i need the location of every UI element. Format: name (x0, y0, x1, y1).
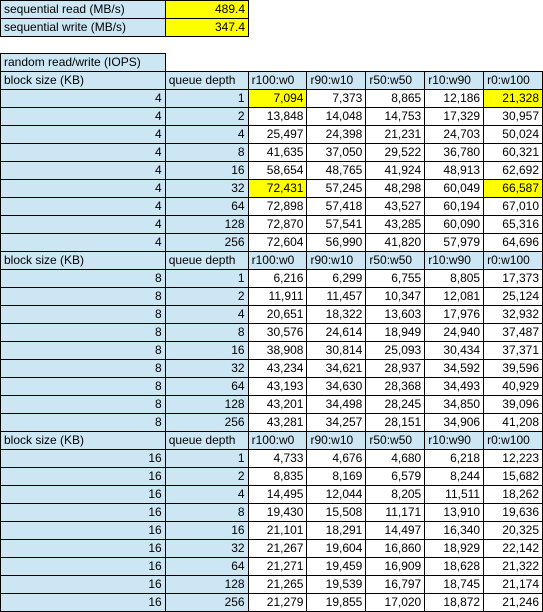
header-row (1, 432, 543, 450)
column-header-cell[interactable]: r90:w10 (307, 432, 366, 450)
block-size-cell[interactable]: 4 (1, 216, 166, 234)
column-header-cell[interactable]: r0:w100 (484, 432, 543, 450)
queue-depth-cell[interactable]: 16 (165, 522, 248, 540)
table-row (1, 576, 543, 594)
iops-value-cell[interactable]: 16,797 (366, 576, 425, 594)
empty-cell (484, 54, 543, 72)
iops-value-cell[interactable]: 34,257 (307, 414, 366, 432)
iops-value-cell[interactable]: 24,940 (425, 324, 484, 342)
iops-value-cell[interactable]: 48,913 (425, 162, 484, 180)
block-size-cell[interactable]: 16 (1, 594, 166, 612)
iops-value-cell[interactable]: 19,855 (307, 594, 366, 612)
iops-value-cell[interactable]: 12,223 (484, 450, 543, 468)
table-row (1, 126, 543, 144)
iops-value-cell[interactable]: 19,459 (307, 558, 366, 576)
table-row (1, 144, 543, 162)
column-header-cell[interactable]: r90:w10 (307, 72, 366, 90)
empty-cell (307, 54, 366, 72)
iops-value-cell[interactable]: 25,497 (248, 126, 307, 144)
iops-value-cell[interactable]: 34,630 (307, 378, 366, 396)
iops-value-cell[interactable]: 60,090 (425, 216, 484, 234)
iops-value-cell[interactable]: 65,316 (484, 216, 543, 234)
queue-depth-cell[interactable]: 256 (165, 594, 248, 612)
iops-value-cell[interactable]: 10,347 (366, 288, 425, 306)
sequential-value-cell[interactable]: 347.4 (166, 19, 249, 37)
iops-value-cell[interactable]: 18,262 (484, 486, 543, 504)
iops-value-cell[interactable]: 11,171 (366, 504, 425, 522)
iops-value-cell[interactable]: 14,753 (366, 108, 425, 126)
iops-value-cell[interactable]: 60,194 (425, 198, 484, 216)
block-size-cell[interactable]: 16 (1, 450, 166, 468)
queue-depth-cell[interactable]: 64 (165, 198, 248, 216)
queue-depth-cell[interactable]: 2 (165, 108, 248, 126)
iops-value-cell[interactable]: 24,703 (425, 126, 484, 144)
block-size-cell[interactable]: 8 (1, 414, 166, 432)
iops-value-cell[interactable]: 34,498 (307, 396, 366, 414)
table-row (1, 504, 543, 522)
column-header-cell[interactable]: r100:w0 (248, 72, 307, 90)
table-row (1, 486, 543, 504)
iops-value-cell[interactable]: 25,093 (366, 342, 425, 360)
iops-value-cell[interactable]: 24,614 (307, 324, 366, 342)
iops-value-cell[interactable]: 19,636 (484, 504, 543, 522)
iops-value-cell[interactable]: 21,101 (248, 522, 307, 540)
queue-depth-cell[interactable]: 256 (165, 414, 248, 432)
iops-value-cell[interactable]: 57,541 (307, 216, 366, 234)
iops-value-cell[interactable]: 58,654 (248, 162, 307, 180)
queue-depth-cell[interactable]: 4 (165, 486, 248, 504)
column-header-cell[interactable]: r50:w50 (366, 252, 425, 270)
queue-depth-cell[interactable]: 128 (165, 216, 248, 234)
table-row (1, 288, 543, 306)
iops-value-cell[interactable]: 39,096 (484, 396, 543, 414)
iops-value-cell[interactable]: 34,906 (425, 414, 484, 432)
queue-depth-cell[interactable]: 32 (165, 180, 248, 198)
column-header-cell[interactable]: r50:w50 (366, 72, 425, 90)
iops-value-cell[interactable]: 21,265 (248, 576, 307, 594)
queue-depth-cell[interactable]: 128 (165, 396, 248, 414)
iops-value-cell[interactable]: 16,340 (425, 522, 484, 540)
empty-cell (366, 54, 425, 72)
block-size-cell[interactable]: 8 (1, 324, 166, 342)
iops-value-cell[interactable]: 21,271 (248, 558, 307, 576)
block-size-cell[interactable]: 16 (1, 522, 166, 540)
block-size-cell[interactable]: 16 (1, 468, 166, 486)
table-row (1, 378, 543, 396)
block-size-cell[interactable]: 4 (1, 234, 166, 252)
table-row (1, 198, 543, 216)
iops-value-cell[interactable]: 34,621 (307, 360, 366, 378)
iops-value-cell[interactable]: 18,949 (366, 324, 425, 342)
queue-depth-cell[interactable]: 8 (165, 144, 248, 162)
column-header-cell[interactable]: r90:w10 (307, 252, 366, 270)
iops-value-cell[interactable]: 11,457 (307, 288, 366, 306)
iops-value-cell[interactable]: 8,169 (307, 468, 366, 486)
table-row (1, 342, 543, 360)
table-row (1, 522, 543, 540)
iops-value-cell[interactable]: 32,932 (484, 306, 543, 324)
table-row (1, 540, 543, 558)
queue-depth-cell[interactable]: 8 (165, 504, 248, 522)
column-header-cell[interactable]: block size (KB) (1, 252, 166, 270)
iops-value-cell[interactable]: 30,957 (484, 108, 543, 126)
iops-value-cell[interactable]: 18,745 (425, 576, 484, 594)
table-row (1, 360, 543, 378)
iops-value-cell[interactable]: 66,587 (484, 180, 543, 198)
sequential-row (1, 19, 249, 37)
iops-value-cell[interactable]: 17,020 (366, 594, 425, 612)
iops-value-cell[interactable]: 28,937 (366, 360, 425, 378)
iops-value-cell[interactable]: 57,418 (307, 198, 366, 216)
table-row (1, 234, 543, 252)
queue-depth-cell[interactable]: 32 (165, 540, 248, 558)
iops-value-cell[interactable]: 41,208 (484, 414, 543, 432)
iops-value-cell[interactable]: 14,497 (366, 522, 425, 540)
iops-value-cell[interactable]: 8,205 (366, 486, 425, 504)
column-header-cell[interactable]: block size (KB) (1, 432, 166, 450)
iops-value-cell[interactable]: 30,434 (425, 342, 484, 360)
iops-value-cell[interactable]: 15,508 (307, 504, 366, 522)
iops-value-cell[interactable]: 34,850 (425, 396, 484, 414)
iops-value-cell[interactable]: 48,765 (307, 162, 366, 180)
iops-value-cell[interactable]: 4,676 (307, 450, 366, 468)
block-size-cell[interactable]: 8 (1, 378, 166, 396)
iops-value-cell[interactable]: 38,908 (248, 342, 307, 360)
block-size-cell[interactable]: 4 (1, 162, 166, 180)
iops-value-cell[interactable]: 17,329 (425, 108, 484, 126)
iops-value-cell[interactable]: 21,328 (484, 90, 543, 108)
header-row (1, 72, 543, 90)
iops-value-cell[interactable]: 14,495 (248, 486, 307, 504)
iops-value-cell[interactable]: 43,527 (366, 198, 425, 216)
iops-value-cell[interactable]: 28,151 (366, 414, 425, 432)
iops-value-cell[interactable]: 39,596 (484, 360, 543, 378)
empty-cell (425, 54, 484, 72)
iops-value-cell[interactable]: 17,976 (425, 306, 484, 324)
column-header-cell[interactable]: r100:w0 (248, 252, 307, 270)
iops-value-cell[interactable]: 21,279 (248, 594, 307, 612)
iops-value-cell[interactable]: 4,680 (366, 450, 425, 468)
block-size-cell[interactable]: 4 (1, 126, 166, 144)
column-header-cell[interactable]: r50:w50 (366, 432, 425, 450)
iops-value-cell[interactable]: 30,814 (307, 342, 366, 360)
iops-value-cell[interactable]: 62,692 (484, 162, 543, 180)
iops-value-cell[interactable]: 48,298 (366, 180, 425, 198)
table-row (1, 396, 543, 414)
block-size-cell[interactable]: 8 (1, 288, 166, 306)
iops-value-cell[interactable]: 72,870 (248, 216, 307, 234)
iops-value-cell[interactable]: 20,651 (248, 306, 307, 324)
queue-depth-cell[interactable]: 4 (165, 306, 248, 324)
table-row (1, 270, 543, 288)
iops-value-cell[interactable]: 8,835 (248, 468, 307, 486)
queue-depth-cell[interactable]: 1 (165, 90, 248, 108)
iops-value-cell[interactable]: 34,493 (425, 378, 484, 396)
iops-value-cell[interactable]: 16,860 (366, 540, 425, 558)
queue-depth-cell[interactable]: 4 (165, 126, 248, 144)
iops-value-cell[interactable]: 28,368 (366, 378, 425, 396)
header-row (1, 252, 543, 270)
iops-value-cell[interactable]: 56,990 (307, 234, 366, 252)
sequential-row (1, 1, 249, 19)
iops-value-cell[interactable]: 16,909 (366, 558, 425, 576)
table-row (1, 414, 543, 432)
iops-value-cell[interactable]: 18,872 (425, 594, 484, 612)
table-row (1, 558, 543, 576)
block-size-cell[interactable]: 4 (1, 90, 166, 108)
iops-value-cell[interactable]: 25,124 (484, 288, 543, 306)
iops-value-cell[interactable]: 41,635 (248, 144, 307, 162)
queue-depth-cell[interactable]: 32 (165, 360, 248, 378)
queue-depth-cell[interactable]: 128 (165, 576, 248, 594)
iops-value-cell[interactable]: 72,431 (248, 180, 307, 198)
iops-value-cell[interactable]: 18,322 (307, 306, 366, 324)
iops-value-cell[interactable]: 17,373 (484, 270, 543, 288)
iops-value-cell[interactable]: 72,898 (248, 198, 307, 216)
iops-value-cell[interactable]: 21,231 (366, 126, 425, 144)
iops-value-cell[interactable]: 50,024 (484, 126, 543, 144)
random-title-cell[interactable]: random read/write (IOPS) (1, 54, 166, 72)
block-size-cell[interactable]: 8 (1, 306, 166, 324)
iops-value-cell[interactable]: 43,201 (248, 396, 307, 414)
iops-value-cell[interactable]: 13,848 (248, 108, 307, 126)
random-iops-table (0, 53, 543, 612)
iops-value-cell[interactable]: 72,604 (248, 234, 307, 252)
queue-depth-cell[interactable]: 1 (165, 450, 248, 468)
iops-value-cell[interactable]: 67,010 (484, 198, 543, 216)
iops-value-cell[interactable]: 18,929 (425, 540, 484, 558)
empty-cell (165, 54, 248, 72)
iops-value-cell[interactable]: 7,373 (307, 90, 366, 108)
iops-value-cell[interactable]: 37,371 (484, 342, 543, 360)
block-size-cell[interactable]: 16 (1, 540, 166, 558)
table-row (1, 306, 543, 324)
block-size-cell[interactable]: 4 (1, 108, 166, 126)
block-size-cell[interactable]: 16 (1, 558, 166, 576)
iops-value-cell[interactable]: 7,094 (248, 90, 307, 108)
iops-value-cell[interactable]: 41,924 (366, 162, 425, 180)
queue-depth-cell[interactable]: 16 (165, 342, 248, 360)
table-row (1, 108, 543, 126)
queue-depth-cell[interactable]: 256 (165, 234, 248, 252)
block-size-cell[interactable]: 8 (1, 360, 166, 378)
iops-value-cell[interactable]: 21,267 (248, 540, 307, 558)
iops-value-cell[interactable]: 60,321 (484, 144, 543, 162)
iops-value-cell[interactable]: 43,285 (366, 216, 425, 234)
table-row (1, 450, 543, 468)
queue-depth-cell[interactable]: 8 (165, 324, 248, 342)
iops-value-cell[interactable]: 13,603 (366, 306, 425, 324)
iops-value-cell[interactable]: 19,430 (248, 504, 307, 522)
iops-value-cell[interactable]: 21,246 (484, 594, 543, 612)
iops-value-cell[interactable]: 6,579 (366, 468, 425, 486)
block-size-cell[interactable]: 16 (1, 576, 166, 594)
block-size-cell[interactable]: 4 (1, 144, 166, 162)
iops-value-cell[interactable]: 19,539 (307, 576, 366, 594)
sequential-label-cell[interactable]: sequential write (MB/s) (1, 19, 166, 37)
iops-value-cell[interactable]: 60,049 (425, 180, 484, 198)
iops-value-cell[interactable]: 11,511 (425, 486, 484, 504)
table-row (1, 90, 543, 108)
queue-depth-cell[interactable]: 64 (165, 558, 248, 576)
iops-value-cell[interactable]: 12,186 (425, 90, 484, 108)
block-size-cell[interactable]: 4 (1, 198, 166, 216)
iops-value-cell[interactable]: 8,805 (425, 270, 484, 288)
queue-depth-cell[interactable]: 2 (165, 468, 248, 486)
column-header-cell[interactable]: r10:w90 (425, 252, 484, 270)
iops-value-cell[interactable]: 11,911 (248, 288, 307, 306)
iops-value-cell[interactable]: 36,780 (425, 144, 484, 162)
table-row (1, 324, 543, 342)
iops-value-cell[interactable]: 14,048 (307, 108, 366, 126)
table-row (1, 180, 543, 198)
iops-value-cell[interactable]: 57,245 (307, 180, 366, 198)
iops-value-cell[interactable]: 21,174 (484, 576, 543, 594)
queue-depth-cell[interactable]: 64 (165, 378, 248, 396)
sequential-label-cell[interactable]: sequential read (MB/s) (1, 1, 166, 19)
iops-value-cell[interactable]: 6,299 (307, 270, 366, 288)
iops-value-cell[interactable]: 29,522 (366, 144, 425, 162)
iops-value-cell[interactable]: 19,604 (307, 540, 366, 558)
iops-value-cell[interactable]: 6,218 (425, 450, 484, 468)
block-size-cell[interactable]: 16 (1, 504, 166, 522)
sequential-table (0, 0, 249, 37)
block-size-cell[interactable]: 8 (1, 270, 166, 288)
iops-value-cell[interactable]: 37,487 (484, 324, 543, 342)
block-size-cell[interactable]: 4 (1, 180, 166, 198)
column-header-cell[interactable]: queue depth (165, 252, 248, 270)
iops-value-cell[interactable]: 57,979 (425, 234, 484, 252)
sequential-value-cell[interactable]: 489.4 (166, 1, 249, 19)
iops-value-cell[interactable]: 8,865 (366, 90, 425, 108)
iops-value-cell[interactable]: 12,081 (425, 288, 484, 306)
iops-value-cell[interactable]: 6,216 (248, 270, 307, 288)
iops-value-cell[interactable]: 43,281 (248, 414, 307, 432)
iops-value-cell[interactable]: 21,322 (484, 558, 543, 576)
iops-value-cell[interactable]: 4,733 (248, 450, 307, 468)
column-header-cell[interactable]: r100:w0 (248, 432, 307, 450)
table-row (1, 216, 543, 234)
iops-value-cell[interactable]: 30,576 (248, 324, 307, 342)
iops-value-cell[interactable]: 24,398 (307, 126, 366, 144)
iops-value-cell[interactable]: 22,142 (484, 540, 543, 558)
empty-cell (248, 54, 307, 72)
iops-value-cell[interactable]: 8,244 (425, 468, 484, 486)
iops-value-cell[interactable]: 34,592 (425, 360, 484, 378)
iops-value-cell[interactable]: 18,628 (425, 558, 484, 576)
column-header-cell[interactable]: block size (KB) (1, 72, 166, 90)
iops-value-cell[interactable]: 28,245 (366, 396, 425, 414)
iops-value-cell[interactable]: 12,044 (307, 486, 366, 504)
queue-depth-cell[interactable]: 2 (165, 288, 248, 306)
block-size-cell[interactable]: 8 (1, 396, 166, 414)
iops-value-cell[interactable]: 43,193 (248, 378, 307, 396)
block-size-cell[interactable]: 16 (1, 486, 166, 504)
column-header-cell[interactable]: r10:w90 (425, 72, 484, 90)
iops-value-cell[interactable]: 15,682 (484, 468, 543, 486)
iops-value-cell[interactable]: 43,234 (248, 360, 307, 378)
queue-depth-cell[interactable]: 16 (165, 162, 248, 180)
block-size-cell[interactable]: 8 (1, 342, 166, 360)
column-header-cell[interactable]: r0:w100 (484, 252, 543, 270)
iops-value-cell[interactable]: 40,929 (484, 378, 543, 396)
iops-value-cell[interactable]: 13,910 (425, 504, 484, 522)
table-row (1, 468, 543, 486)
iops-value-cell[interactable]: 20,325 (484, 522, 543, 540)
table-row (1, 162, 543, 180)
column-header-cell[interactable]: r10:w90 (425, 432, 484, 450)
iops-value-cell[interactable]: 6,755 (366, 270, 425, 288)
random-title-row (1, 54, 543, 72)
iops-value-cell[interactable]: 64,696 (484, 234, 543, 252)
column-header-cell[interactable]: r0:w100 (484, 72, 543, 90)
table-row (1, 594, 543, 612)
column-header-cell[interactable]: queue depth (165, 432, 248, 450)
iops-value-cell[interactable]: 18,291 (307, 522, 366, 540)
iops-value-cell[interactable]: 41,820 (366, 234, 425, 252)
queue-depth-cell[interactable]: 1 (165, 270, 248, 288)
column-header-cell[interactable]: queue depth (165, 72, 248, 90)
iops-value-cell[interactable]: 37,050 (307, 144, 366, 162)
